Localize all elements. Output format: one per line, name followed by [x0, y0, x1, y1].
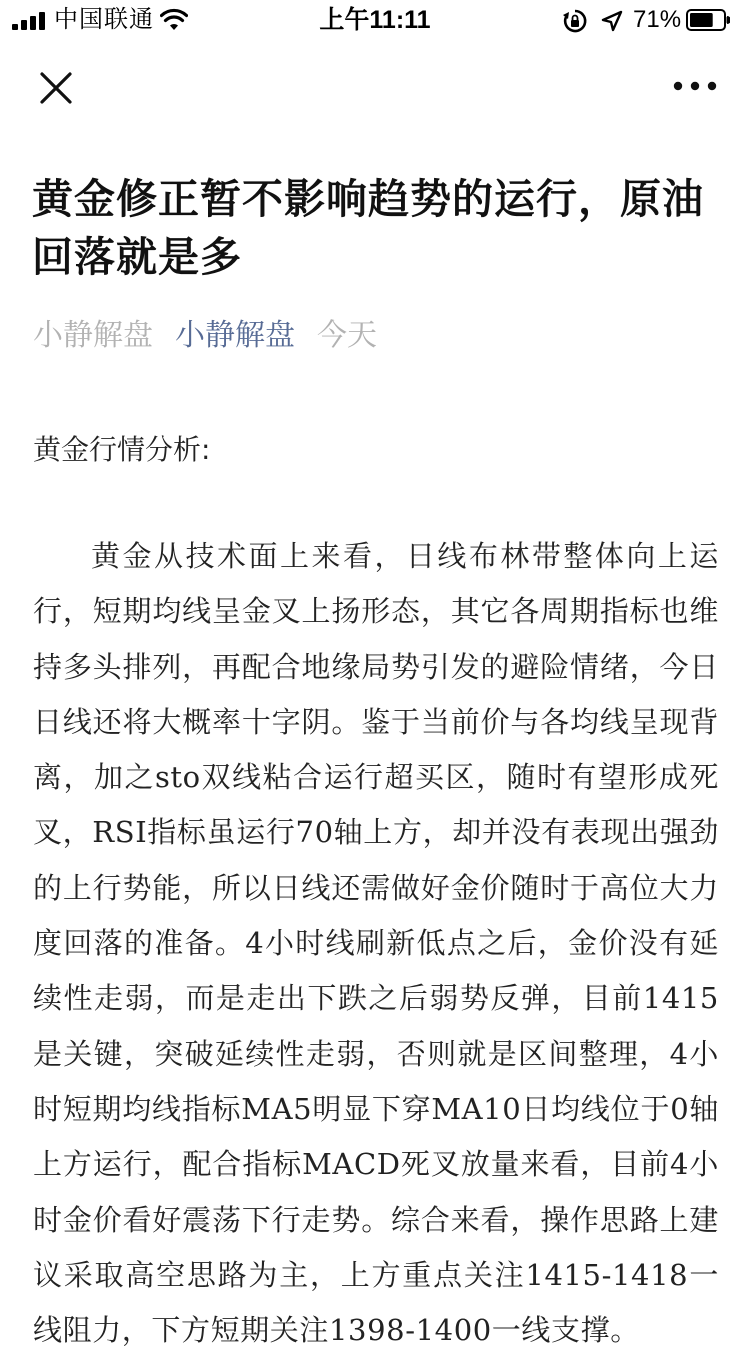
close-icon	[40, 72, 72, 104]
more-dots-icon	[673, 81, 717, 91]
publish-date: 今天	[317, 318, 377, 353]
status-time: 上午11:11	[319, 6, 431, 34]
article-title: 黄金修正暂不影响趋势的运行，原油回落就是多	[32, 175, 704, 281]
author-name: 小静解盘	[33, 318, 153, 353]
battery-icon	[686, 9, 730, 31]
more-button[interactable]	[662, 62, 728, 110]
article-paragraph: 黄金从技术面上来看，日线布林带整体向上运行，短期均线呈金叉上扬形态，其它各周期指标也维持多头排列，再配合地缘局势引发的避险情绪，今日日线还将大概率十字阴。鉴于当前价与各均线呈现背离，加之sto双线粘合运行超买区，随时有望形成死叉，RSI指标虽运行70轴上方，却并没有表现出强劲的上行势能，所以日线还需做好金价随时于高位大力度回落的准备。4小时线刷新低点之后，金价没有延续性走弱，而是走出下跌之后弱势反弹，目前1415是关键，突破延续性走弱，否则就是区间整理，4小时短期均线指标MA5明显下穿MA10日均线位于0轴上方运行，配合指标MACD死叉放量来看，目前4小时金价看好震荡下行走势。综合来看，操作思路上建议采取高空思路为主，上方重点关注1415-1418一线阻力，下方短期关注1398-1400一线支撑。	[33, 539, 719, 1348]
section-heading: 黄金行情分析:	[33, 433, 211, 466]
article-meta	[33, 314, 377, 358]
status-bar	[0, 0, 750, 40]
account-link[interactable]: 小静解盘	[175, 318, 295, 353]
close-button[interactable]	[30, 62, 82, 114]
battery-percent: 71%	[633, 6, 682, 33]
nav-bar	[0, 40, 750, 128]
carrier-name: 中国联通	[54, 6, 154, 33]
location-arrow-icon	[600, 9, 624, 33]
rotation-lock-icon	[562, 8, 588, 34]
